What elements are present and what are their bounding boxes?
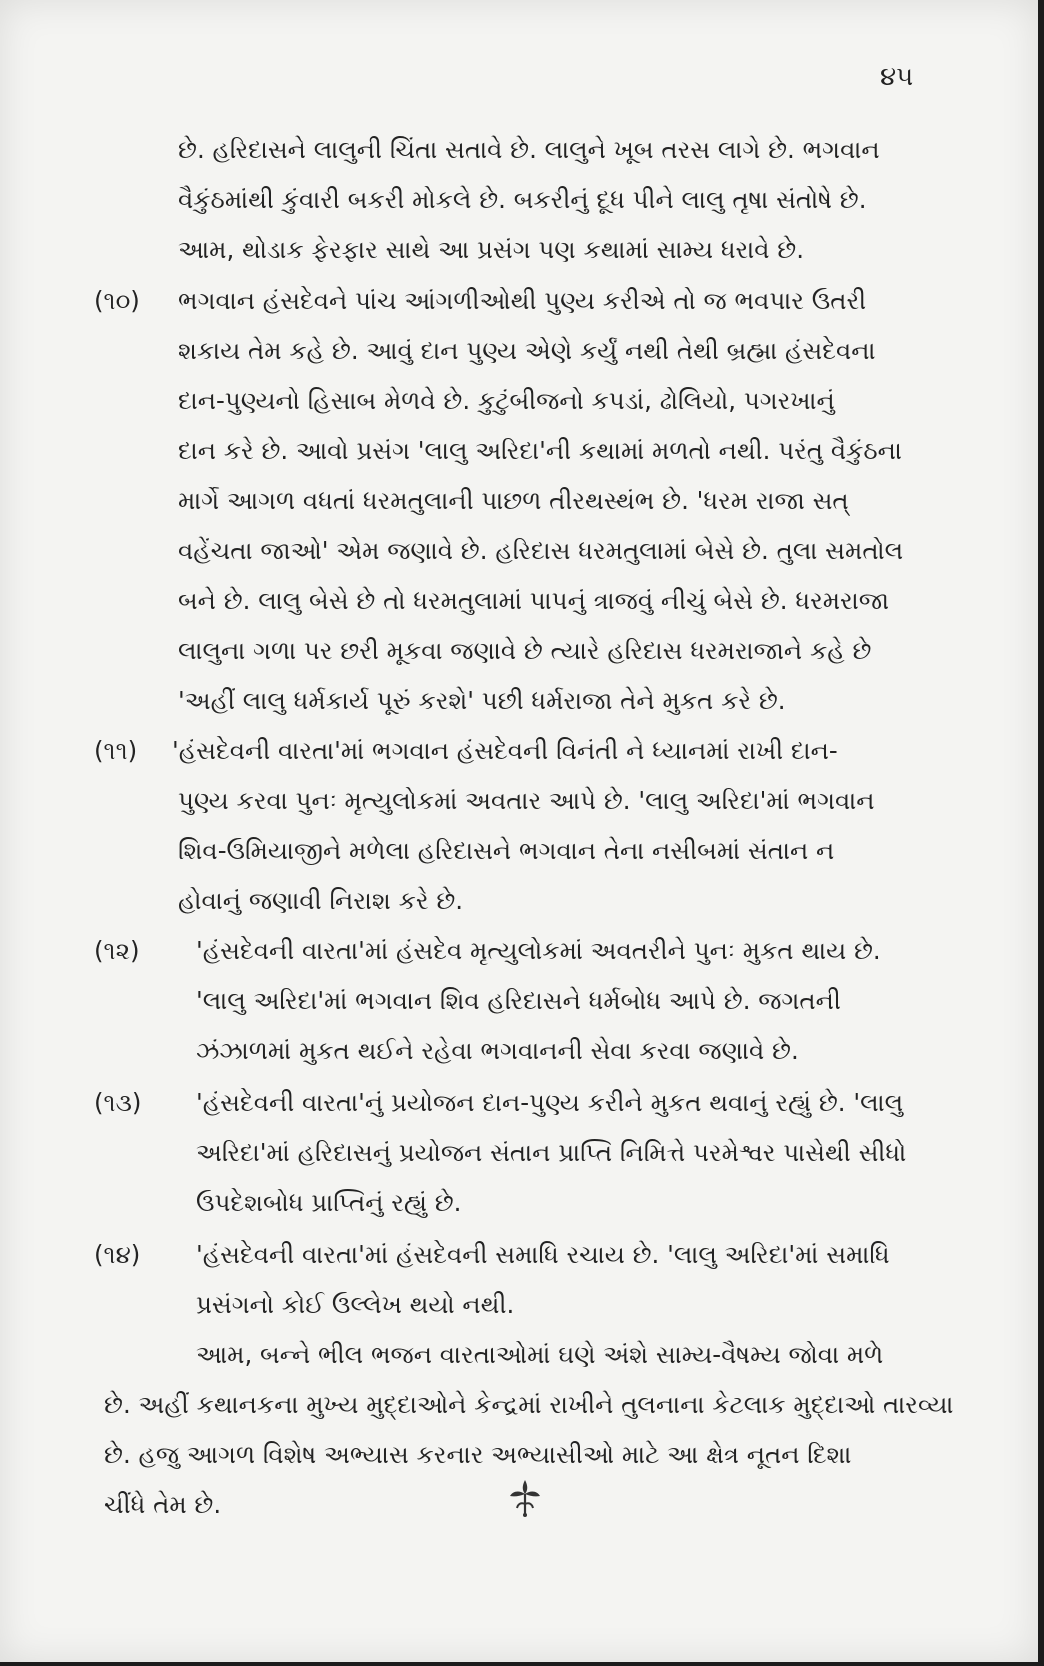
page-number: ૪૫ (880, 62, 914, 92)
item-line: હોવાનું જણાવી નિરાશ કરે છે. (178, 886, 464, 915)
item-line: ઝંઝાળમાં મુકત થઈને રહેવા ભગવાનની સેવા કરવા જણાવે છે. (196, 1036, 799, 1065)
item-marker: (૧૧) (94, 736, 138, 765)
item-line: 'હંસદેવની વારતા'નું પ્રયોજન દાન-પુણ્ય કરીને મુકત થવાનું રહ્યું છે. 'લાલુ (196, 1088, 904, 1117)
item-line: બને છે. લાલુ બેસે છે તો ધરમતુલામાં પાપનું ત્રાજવું નીચું બેસે છે. ધરમરાજા (178, 586, 889, 615)
item-line: શકાય તેમ કહે છે. આવું દાન પુણ્ય એણે કર્યું નથી તેથી બ્રહ્મા હંસદેવના (178, 336, 876, 365)
item-line: શિવ-ઉમિયાજીને મળેલા હરિદાસને ભગવાન તેના નસીબમાં સંતાન ન (178, 836, 835, 865)
item-line: પુણ્ય કરવા પુનઃ મૃત્યુલોકમાં અવતાર આપે છે. 'લાલુ અરિદા'માં ભગવાન (178, 786, 875, 815)
item-line: અરિદા'માં હરિદાસનું પ્રયોજન સંતાન પ્રાપ્તિ નિમિત્તે પરમેશ્વર પાસેથી સીધો (196, 1138, 907, 1167)
item-line: દાન-પુણ્યનો હિસાબ મેળવે છે. કુટુંબીજનો કપડાં, ઢોલિયો, પગરખાનું (178, 386, 835, 415)
closing-line: આમ, બન્ને ભીલ ભજન વારતાઓમાં ઘણે અંશે સામ્ય-વૈષમ્ય જોવા મળે (196, 1340, 884, 1369)
closing-line: છે. હજુ આગળ વિશેષ અભ્યાસ કરનાર અભ્યાસીઓ માટે આ ક્ષેત્ર નૂતન દિશા (104, 1440, 852, 1469)
item-line: લાલુના ગળા પર છરી મૂકવા જણાવે છે ત્યારે હરિદાસ ધરમરાજાને કહે છે (178, 636, 872, 665)
floral-ornament-icon (508, 1478, 542, 1518)
item-marker: (૧૨) (94, 936, 140, 965)
intro-line: છે. હરિદાસને લાલુની ચિંતા સતાવે છે. લાલુને ખૂબ તરસ લાગે છે. ભગવાન (178, 135, 880, 164)
item-line: વહેંચતા જાઓ' એમ જણાવે છે. હરિદાસ ધરમતુલામાં બેસે છે. તુલા સમતોલ (178, 536, 904, 565)
item-line: પ્રસંગનો કોઈ ઉલ્લેખ થયો નથી. (196, 1290, 515, 1319)
closing-line: ચીંધે તેમ છે. (104, 1490, 222, 1519)
intro-line: વૈકુંઠમાંથી કુંવારી બકરી મોકલે છે. બકરીનું દૂધ પીને લાલુ તૃષા સંતોષે છે. (178, 185, 867, 214)
item-marker: (૧૩) (94, 1088, 142, 1117)
item-line: 'હંસદેવની વારતા'માં હંસદેવ મૃત્યુલોકમાં અવતરીને પુનઃ મુકત થાય છે. (196, 936, 881, 965)
closing-line: છે. અહીં કથાનકના મુખ્ય મુદ્દાઓને કેન્દ્રમાં રાખીને તુલનાના કેટલાક મુદ્દાઓ તારવ્યા (104, 1390, 954, 1419)
item-line: 'અહીં લાલુ ધર્મકાર્ય પૂરું કરશે' પછી ધર્મરાજા તેને મુકત કરે છે. (178, 686, 786, 715)
item-line: 'લાલુ અરિદા'માં ભગવાન શિવ હરિદાસને ધર્મબોધ આપે છે. જગતની (196, 986, 841, 1015)
item-line: 'હંસદેવની વારતા'માં ભગવાન હંસદેવની વિનંતી ને ધ્યાનમાં રાખી દાન- (172, 736, 838, 765)
item-line: 'હંસદેવની વારતા'માં હંસદેવની સમાધિ રચાય છે. 'લાલુ અરિદા'માં સમાધિ (196, 1240, 890, 1269)
item-line: ભગવાન હંસદેવને પાંચ આંગળીઓથી પુણ્ય કરીએ તો જ ભવપાર ઉતરી (178, 286, 867, 315)
item-line: દાન કરે છે. આવો પ્રસંગ 'લાલુ અરિદા'ની કથામાં મળતો નથી. પરંતુ વૈકુંઠના (178, 436, 902, 465)
item-marker: (૧૦) (94, 286, 140, 315)
item-line: ઉપદેશબોધ પ્રાપ્તિનું રહ્યું છે. (196, 1188, 462, 1217)
item-line: માર્ગે આગળ વધતાં ધરમતુલાની પાછળ તીરથસ્થંભ છે. 'ધરમ રાજા સત્ (178, 486, 849, 515)
item-marker: (૧૪) (94, 1240, 141, 1269)
intro-line: આમ, થોડાક ફેરફાર સાથે આ પ્રસંગ પણ કથામાં સામ્ય ધરાવે છે. (178, 235, 805, 264)
